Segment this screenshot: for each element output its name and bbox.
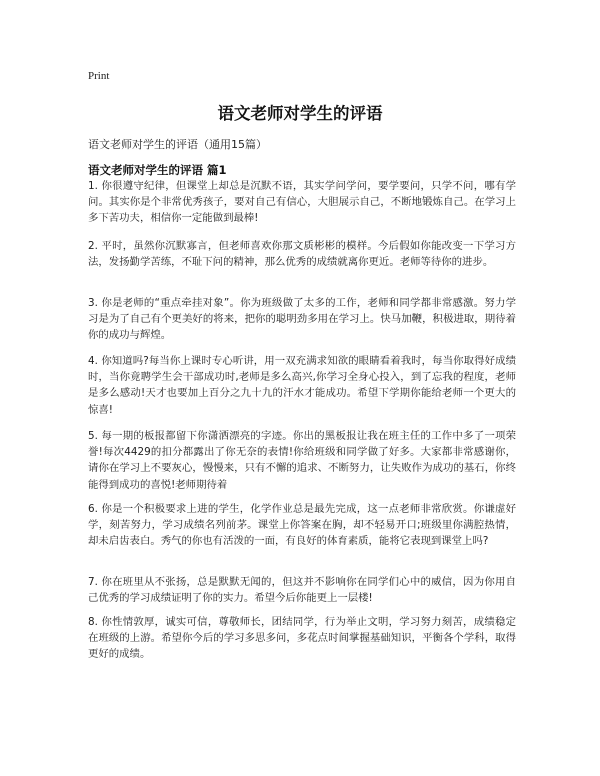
paragraph-3: 3. 你是老师的“重点牵挂对象”。你为班级做了太多的工作，老师和同学都非常感激。努力学习是为了自己有个更美好的将来，把你的聪明劲多用在学习上。快马加鞭，积极进取，期待着你的成功与辉煌。 <box>88 297 516 342</box>
paragraph-6: 6. 你是一个积极要求上进的学生，化学作业总是最先完成，这一点老师非常欣赏。你谦虚好学，刻苦努力，学习成绩名列前茅。课堂上你答案在胸，却不轻易开口;班级里你满腔热情，却未启齿表白。秀气的你也有活泼的一面，有良好的体育素质，能将它表现到课堂上吗? <box>88 503 516 548</box>
print-link[interactable]: Print <box>88 70 110 82</box>
paragraph-2: 2. 平时，虽然你沉默寡言，但老师喜欢你那文质彬彬的模样。今后假如你能改变一下学习方法，发扬勤学苦练，不耻下问的精神，那么优秀的成绩就离你更近。老师等待你的进步。 <box>88 240 516 269</box>
paragraph-5: 5. 每一期的板报都留下你潇洒漂亮的字迹。你出的黑板报让我在班主任的工作中多了一项荣誉!每次4429的扣分都露出了你无奈的表情!你给班级和同学做了好多。大家都非常感谢你，请你在学习上不要灰心，慢慢来，只有不懈的追求、不断努力，让失败作为成功的基石，你终能得到成功的喜悦!老师期待着 <box>88 430 516 491</box>
paragraph-7: 7. 你在班里从不张扬，总是默默无闻的，但这并不影响你在同学们心中的威信，因为你用自己优秀的学习成绩证明了你的实力。希望今后你能更上一层楼! <box>88 576 516 605</box>
document-title: 语文老师对学生的评语 <box>217 104 383 123</box>
paragraph-8: 8. 你性情敦厚，诚实可信，尊敬师长，团结同学，行为举止文明，学习努力刻苦，成绩稳定在班级的上游。希望你今后的学习多思多问，多花点时间掌握基础知识，平衡各个学科，取得更好的成绩。 <box>88 616 516 661</box>
section-heading: 语文老师对学生的评语 篇1 <box>88 163 227 177</box>
document-subtitle: 语文老师对学生的评语（通用15篇） <box>88 138 267 151</box>
paragraph-1: 1. 你很遵守纪律，但课堂上却总是沉默不语，其实学问学问，要学要问，只学不问，哪有学问。其实你是个非常优秀孩子，要对自己有信心，大胆展示自己，不断地锻炼自己。在学习上多下苦功夫，相信你一定能做到最棒! <box>88 180 516 225</box>
paragraph-4: 4. 你知道吗?每当你上课时专心听讲，用一双充满求知欲的眼睛看着我时，每当你取得好成绩时，当你竟聘学生会干部成功时,老师是多么高兴,你学习全身心投入，到了忘我的程度，老师是多么感动!天才也要加上百分之九十九的汗水才能成功。希望下学期你能给老师一个更大的惊喜! <box>88 355 516 416</box>
